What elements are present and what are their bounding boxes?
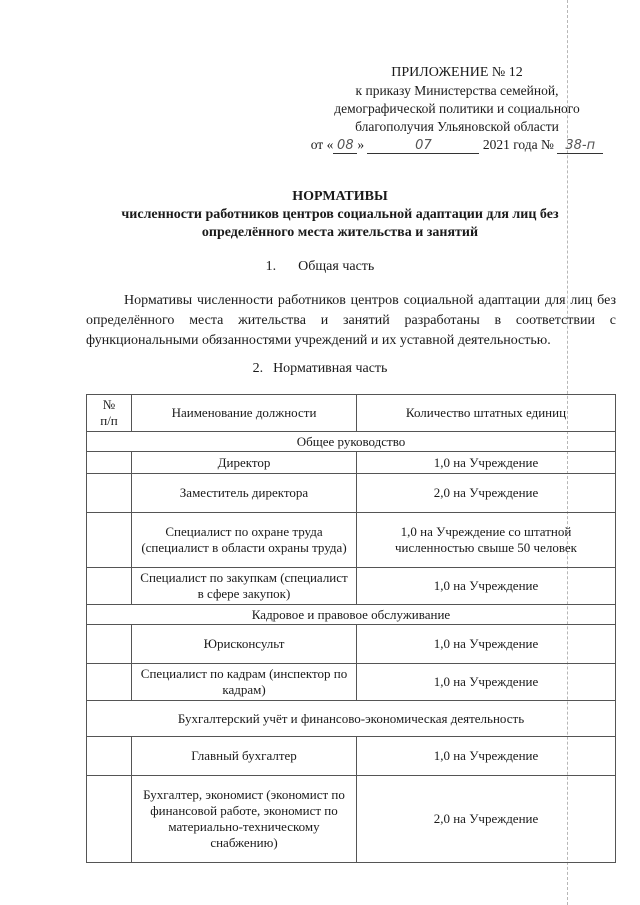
row-number [87,625,132,664]
group-title: Общее руководство [87,432,616,452]
row-number [87,568,132,605]
section-number: 2. [252,361,264,376]
order-number-handwritten: 38-п [557,138,603,154]
section-title: Общая часть [298,259,375,274]
staff-count: 1,0 на Учреждение [357,625,616,664]
table-group-row [87,701,616,737]
table-row [87,664,616,701]
staff-count: 1,0 на Учреждение [357,568,616,605]
appendix-title: ПРИЛОЖЕНИЕ № 12 [391,65,523,80]
row-number [87,513,132,568]
header-staff-count: Количество штатных единиц [357,395,616,432]
date-year-text: 2021 года № [482,137,554,152]
staff-count: 2,0 на Учреждение [357,474,616,513]
document-subtitle-line: численности работников центров социальной адаптации для лиц без [121,207,559,222]
position-name: Заместитель директора [132,474,357,513]
position-name: Главный бухгалтер [132,737,357,776]
header-position-name: Наименование должности [132,395,357,432]
row-number [87,776,132,863]
norms-table [86,394,616,863]
date-prefix: от « [310,137,334,152]
appendix-line: демографической политики и социального [334,101,580,116]
appendix-line: к приказу Министерства семейной, [355,83,559,98]
staff-count: 1,0 на Учреждение [357,452,616,474]
table-row [87,452,616,474]
position-name: Специалист по охране труда (специалист в области охраны труда) [132,513,357,568]
staff-count: 1,0 на Учреждение [357,664,616,701]
position-name: Специалист по закупкам (специалист в сфере закупок) [132,568,357,605]
table-row [87,776,616,863]
order-date-line [292,136,622,154]
table-row [87,474,616,513]
appendix-block [292,64,622,154]
position-name: Специалист по кадрам (инспектор по кадрам) [132,664,357,701]
table-row [87,737,616,776]
section-1-heading [0,258,640,276]
table-group-row [87,605,616,625]
group-title: Кадровое и правовое обслуживание [87,605,616,625]
document-heading: НОРМАТИВЫ [292,189,388,204]
section-number: 1. [265,259,277,274]
table-group-row [87,432,616,452]
table-row [87,625,616,664]
position-name: Директор [132,452,357,474]
staff-count: 1,0 на Учреждение [357,737,616,776]
staff-count: 2,0 на Учреждение [357,776,616,863]
document-title [60,188,620,242]
row-number [87,737,132,776]
row-number [87,474,132,513]
document-subtitle-line: определённого места жительства и занятий [201,225,479,240]
table-row [87,513,616,568]
position-name: Юрисконсульт [132,625,357,664]
staff-count: 1,0 на Учреждение со штатной численностью свыше 50 человек [357,513,616,568]
table-row [87,568,616,605]
section-title: Нормативная часть [273,361,388,376]
section-2-heading [0,360,640,378]
row-number [87,664,132,701]
group-title: Бухгалтерский учёт и финансово-экономическая деятельность [87,701,616,737]
date-day-handwritten: 08 [333,138,357,154]
section-1-paragraph: Нормативы численности работников центров социальной адаптации для лиц без определённого места жительства и занятий разработаны в соответствии с функциональными обязанностями учреждений и их уставной деятельностью. [86,293,616,348]
table-header-row [87,395,616,432]
header-number: № п/п [87,395,132,432]
appendix-line: благополучия Ульяновской области [355,119,559,134]
date-month-handwritten: 07 [367,138,479,154]
position-name: Бухгалтер, экономист (экономист по финансовой работе, экономист по материально-техническому снабжению) [132,776,357,863]
date-quote-close: » [357,137,365,152]
row-number [87,452,132,474]
